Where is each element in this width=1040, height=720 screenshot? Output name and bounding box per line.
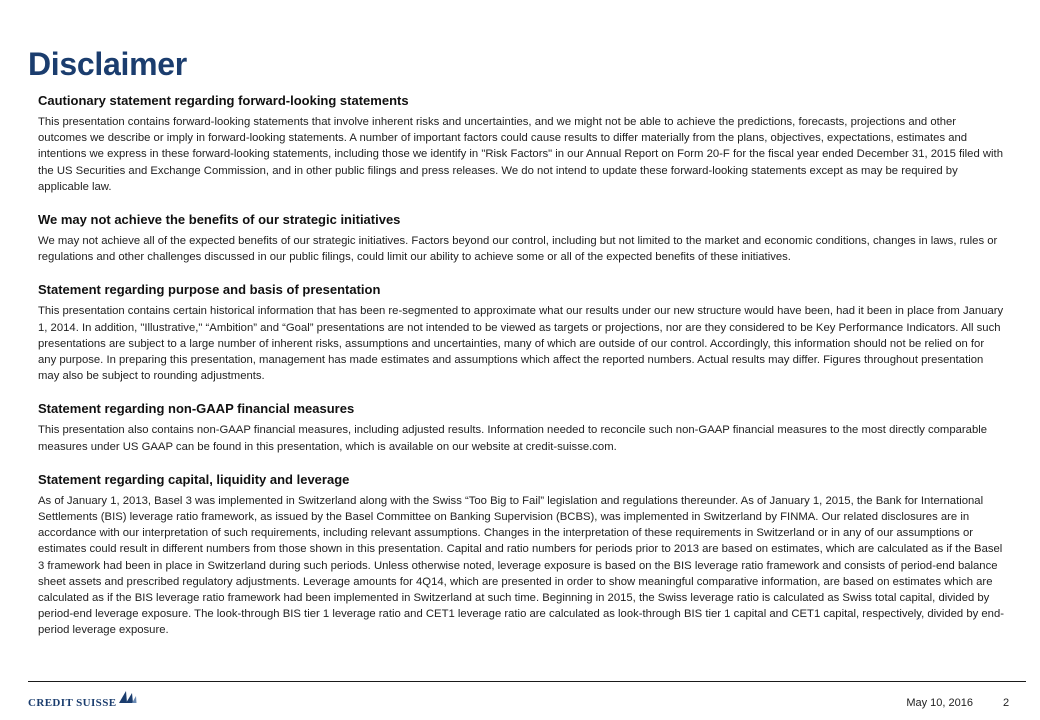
section-body: This presentation contains forward-looking statements that involve inherent risks and uncertainties, and we might not be able to achieve the predictions, forecasts, projections and other outcomes we describe or imply in forward-looking statements. A number of important factors could cause results to differ materially from the plans, objectives, expectations, estimates and intentions we express in these forward-looking statements, including those we identify in "Risk Factors" in our Annual Report on Form 20-F for the fiscal year ended December 31, 2015 filed with the US Securities and Exchange Commission, and in other public filings and press releases. We do not intend to update these forward-looking statements except as may be required by applicable law. bbox=[38, 116, 1003, 193]
page-number: 2 bbox=[1003, 697, 1010, 709]
credit-suisse-logo bbox=[28, 688, 137, 712]
section-body: This presentation contains certain historical information that has been re-segmented to approximate what our results under our new structure would have been, had it been in place from January 1, 2014. In addition, "Illustrative," “Ambition” and “Goal” presentations are not intended to be viewed as targets or projections, nor are they considered to be Key Performance Indicators. All such presentations are subject to a large number of inherent risks, assumptions and uncertainties, many of which are outside of our control. Accordingly, this information should not be relied on for any purpose. In preparing this presentation, management has made estimates and assumptions which affect the reported numbers. Actual results may differ. Figures throughout presentation may also be subject to rounding adjustments. bbox=[38, 305, 1004, 383]
section-forward-looking bbox=[38, 92, 1004, 195]
sails-logo-icon bbox=[117, 690, 137, 704]
section-body: As of January 1, 2013, Basel 3 was implemented in Switzerland along with the Swiss “Too Big to Fail” legislation and regulations thereunder. As of January 1, 2015, the Bank for International Settlements (BIS) leverage ratio framework, as issued by the Basel Committee on Banking Supervision (BCBS), was implemented in Switzerland by FINMA. Our related disclosures are in accordance with our interpretation of such requirements, including relevant assumptions. Changes in the interpretation of these requirements in Switzerland or in any of our assumptions or estimates could result in different numbers from those shown in this presentation. Capital and ratio numbers for periods prior to 2013 are based on estimates, which are calculated as if the Basel 3 framework had been in place in Switzerland during such periods. Unless otherwise noted, leverage exposure is based on the BIS leverage ratio framework and consists of period-end balance sheet assets and prescribed regulatory adjustments. Leverage amounts for 4Q14, which are presented in order to show meaningful comparative information, are based on estimates which are calculated as if the BIS leverage ratio framework had been implemented in Switzerland at such time. Beginning in 2015, the Swiss leverage ratio is calculated as Swiss total capital, divided by period-end leverage exposure. The look-through BIS tier 1 leverage ratio and CET1 leverage ratio are calculated as look-through BIS tier 1 capital and CET1 capital, respectively, divided by end-period leverage exposure. bbox=[38, 494, 1005, 637]
section-heading: We may not achieve the benefits of our strategic initiatives bbox=[38, 212, 401, 228]
logo-wordmark: CREDIT SUISSE bbox=[28, 697, 117, 709]
section-capital-liquidity bbox=[38, 471, 1004, 639]
section-heading: Statement regarding non-GAAP financial measures bbox=[38, 401, 355, 417]
section-strategic-initiatives bbox=[38, 211, 1004, 265]
section-heading: Statement regarding purpose and basis of presentation bbox=[38, 282, 381, 298]
section-non-gaap bbox=[38, 400, 1004, 454]
section-heading: Statement regarding capital, liquidity and leverage bbox=[38, 471, 350, 487]
footer-date: May 10, 2016 bbox=[906, 697, 973, 709]
section-heading: Cautionary statement regarding forward-looking statements bbox=[38, 93, 409, 108]
page-title: Disclaimer bbox=[28, 46, 187, 82]
section-body: We may not achieve all of the expected benefits of our strategic initiatives. Factors beyond our control, including but not limited to the market and economic conditions, changes in laws, rules or regulations and other challenges discussed in our public filings, could limit our ability to achieve some or all of the expected benefits of these initiatives. bbox=[38, 235, 998, 264]
section-purpose-basis bbox=[38, 281, 1004, 384]
footer-divider bbox=[28, 681, 1026, 682]
disclaimer-content bbox=[38, 92, 1004, 655]
section-body: This presentation also contains non-GAAP financial measures, including adjusted results. Information needed to reconcile such non-GAAP financial measures to the most directly comparable measures under US GAAP can be found in this presentation, which is available on our website at credit-suisse.com. bbox=[38, 424, 988, 453]
